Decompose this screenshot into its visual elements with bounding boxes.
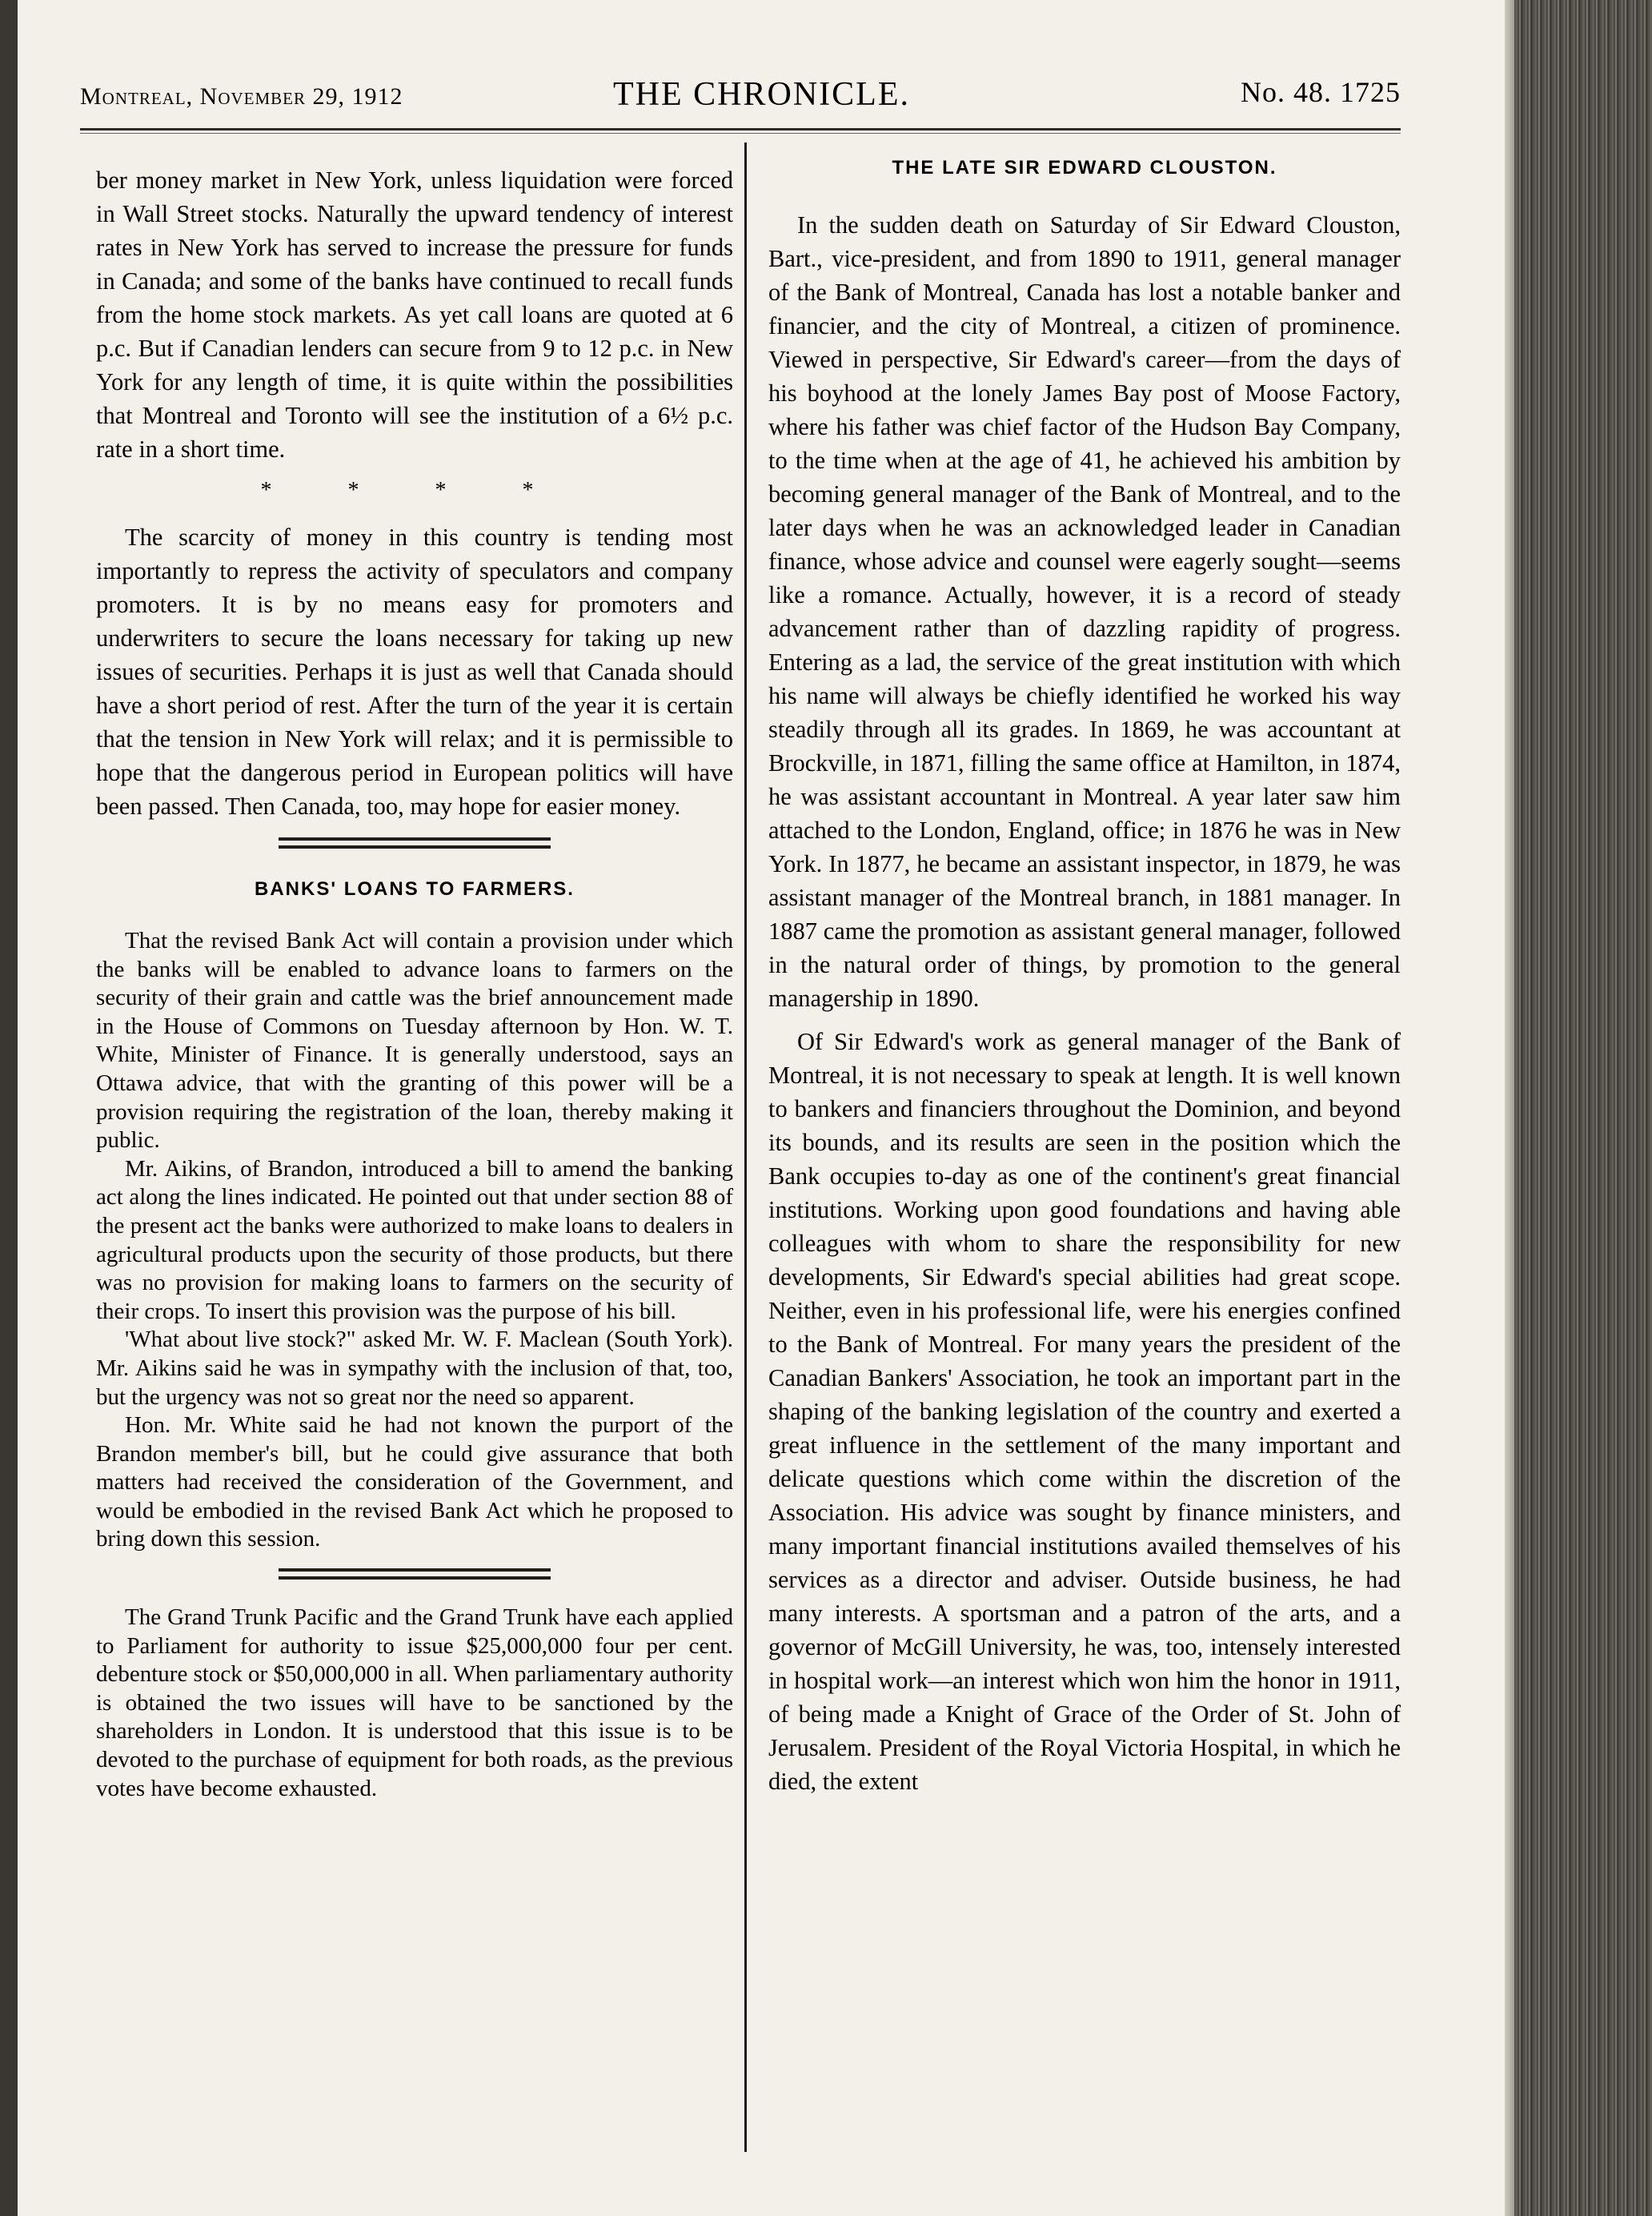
banks-loans-heading: BANKS' LOANS TO FARMERS. xyxy=(255,878,575,900)
header-issue-page: No. 48. 1725 xyxy=(1241,76,1401,108)
double-rule-divider xyxy=(279,837,551,849)
header-rule-thin xyxy=(80,133,1401,134)
column-divider xyxy=(744,143,747,2152)
clouston-heading: THE LATE SIR EDWARD CLOUSTON. xyxy=(892,157,1277,179)
clouston-paragraph-2: Of Sir Edward's work as general manager of the Bank of Montreal, it is not necessary to speak at length. It is well known to bankers and financiers throughout the Dominion, and beyond its bounds, and its results are seen in the position which the Bank occupies to-day as one of the continent's great financial institutions. Working upon good foundations and having able colleagues with whom to share the responsibility for new developments, Sir Edward's special abilities had great scope. Neither, even in his professional life, were his energies confined to the Bank of Montreal. For many years the president of the Canadian Bankers' Association, he took an important part in the shaping of the banking legislation of the country and exerted a great influence in the settlement of the many important and delicate questions which come within the discretion of the Association. His advice was sought by finance ministers, and many important financial institutions availed themselves of his services as a director and adviser. Outside business, he had many interests. A sportsman and a patron of the arts, and a governor of McGill University, he was, too, intensely interested in hospital work—an interest which won him the honor in 1911, of being made a Knight of Grace of the Order of St. John of Jerusalem. President of the Royal Victoria Hospital, in which he died, the extent xyxy=(768,1028,1401,1795)
header-rule xyxy=(80,128,1401,130)
left-column xyxy=(96,163,733,1803)
banks-loans-article xyxy=(96,927,733,1554)
header-dateline: Montreal, November 29, 1912 xyxy=(80,83,403,110)
header-title: THE CHRONICLE. xyxy=(613,76,910,113)
book-page-edges xyxy=(1514,0,1652,2216)
right-column xyxy=(768,208,1401,1798)
scarcity-paragraph: The scarcity of money in this country is tending most importantly to repress the activity of speculators and company promoters. It is by no means easy for promoters and underwriters to secure the loans necessary for taking up new issues of securities. Perhaps it is just as well that Canada should have a short period of rest. After the turn of the year it is certain that the tension in New York will relax; and it is permissible to hope that the dangerous period in European politics will have been passed. Then Canada, too, may hope for easier money. xyxy=(96,524,733,820)
banks-paragraph-3: 'What about live stock?" asked Mr. W. F. Maclean (South York). Mr. Aikins said he was in sympathy with the inclusion of that, too, but the urgency was not so great nor the need so apparent. xyxy=(96,1327,733,1410)
running-header xyxy=(80,69,1401,117)
banks-paragraph-1: That the revised Bank Act will contain a provision under which the banks will be enabled to advance loans to farmers on the security of their grain and cattle was the brief announcement made in the House of Commons on Tuesday afternoon by Hon. W. T. White, Minister of Finance. It is generally understood, says an Ottawa advice, that with the granting of this power will be a provision requiring the registration of the loan, thereby making it public. xyxy=(96,928,733,1154)
banks-paragraph-4: Hon. Mr. White said he had not known the purport of the Brandon member's bill, but he could give assurance that both matters had received the consideration of the Government, and would be embodied in the revised Bank Act which he proposed to bring down this session. xyxy=(96,1412,733,1552)
scan-left-margin xyxy=(0,0,18,2216)
double-rule-divider-2 xyxy=(279,1568,551,1580)
banks-paragraph-2: Mr. Aikins, of Brandon, introduced a bill to amend the banking act along the lines indicated. He pointed out that under section 88 of the present act the banks were authorized to make loans to dealers in agricultural products upon the security of those products, but there was no provision for making loans to farmers on the security of their crops. To insert this provision was the purpose of his bill. xyxy=(96,1155,733,1324)
money-market-paragraph: ber money market in New York, unless liquidation were forced in Wall Street stocks. Naturally the upward tendency of interest rates in New York has served to increase the pressure for funds in Canada; and some of the banks have continued to recall funds from the home stock markets. As yet call loans are quoted at 6 p.c. But if Canadian lenders can secure from 9 to 12 p.c. in New York for any length of time, it is quite within the possibilities that Montreal and Toronto will see the institution of a 6½ p.c. rate in a short time. xyxy=(96,167,733,463)
grand-trunk-paragraph: The Grand Trunk Pacific and the Grand Trunk have each applied to Parliament for authority to issue $25,000,000 four per cent. debenture stock or $50,000,000 in all. When parliamentary authority is obtained the two issues will have to be sanctioned by the shareholders in London. It is understood that this issue is to be devoted to the purchase of equipment for both roads, as the previous votes have become exhausted. xyxy=(96,1604,733,1801)
section-stars: * * * * xyxy=(260,478,569,503)
clouston-paragraph-1: In the sudden death on Saturday of Sir Edward Clouston, Bart., vice-president, and from 1890 to 1911, general manager of the Bank of Montreal, Canada has lost a notable banker and financier, and the city of Montreal, a citizen of prominence. Viewed in perspective, Sir Edward's career—from the days of his boyhood at the lonely James Bay post of Moose Factory, where his father was chief factor of the Hudson Bay Company, to the time when at the age of 41, he achieved his ambition by becoming general manager of the Bank of Montreal, and to the later days when he was an acknowledged leader in Canadian finance, whose advice and counsel were eagerly sought—seems like a romance. Actually, however, it is a record of steady advancement rather than of dazzling rapidity of progress. Entering as a lad, the service of the great institution with which his name will always be chiefly identified he worked his way steadily through all its grades. In 1869, he was accountant at Brockville, in 1871, filling the same office at Hamilton, in 1874, he was assistant accountant in Montreal. A year later saw him attached to the London, England, office; in 1876 he was in New York. In 1877, he became an assistant inspector, in 1879, he was assistant manager of the Montreal branch, in 1881 manager. In 1887 came the promotion as assistant general manager, followed in the natural order of things, by promotion to the general managership in 1890. xyxy=(768,211,1401,1012)
